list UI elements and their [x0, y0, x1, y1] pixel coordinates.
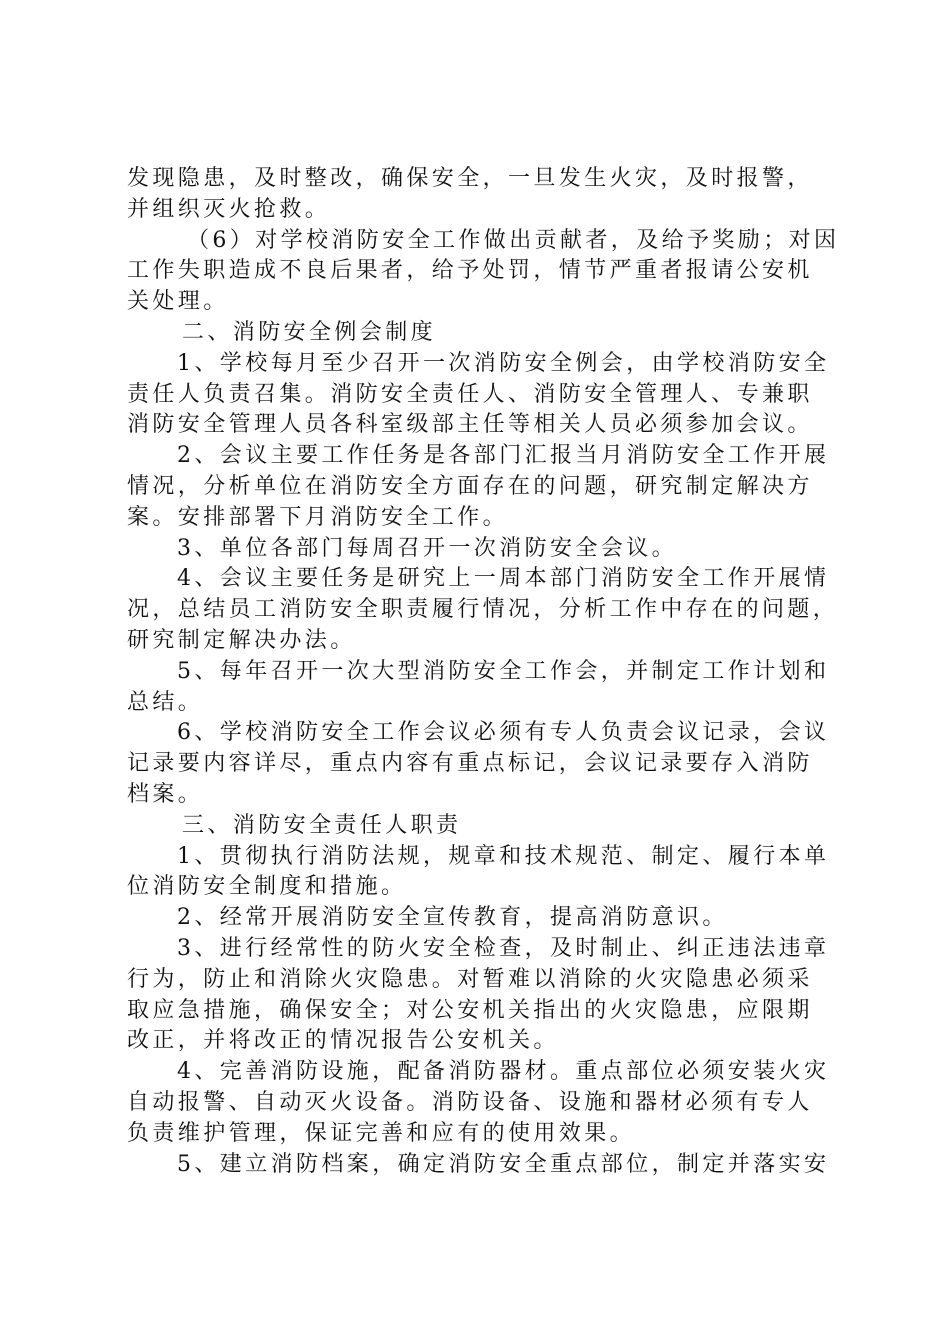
text-line: 消防安全管理人员各科室级部主任等相关人员必须参加会议。	[127, 412, 813, 438]
text-line: 关处理。	[127, 289, 229, 315]
text-line: 位消防安全制度和措施。	[127, 874, 407, 900]
text-line: 2、经常开展消防安全宣传教育，提高消防意识。	[177, 905, 728, 931]
text-line: 案。安排部署下月消防安全工作。	[127, 504, 509, 530]
text-line: 行为，防止和消除火灾隐患。对暂难以消除的火灾隐患必须采	[127, 966, 813, 992]
text-line: 6、学校消防安全工作会议必须有专人负责会议记录，会议	[177, 720, 830, 746]
text-line: 1、学校每月至少召开一次消防安全例会，由学校消防安全	[177, 350, 830, 376]
text-line: 4、会议主要任务是研究上一周本部门消防安全工作开展情	[177, 566, 830, 592]
text-line: 5、建立消防档案，确定消防安全重点部位，制定并落实安	[177, 1151, 830, 1177]
document-body	[127, 164, 840, 1180]
text-line: 工作失职造成不良后果者，给予处罚，情节严重者报请公安机	[127, 258, 813, 284]
text-line: 况，总结员工消防安全职责履行情况，分析工作中存在的问题，	[127, 597, 839, 623]
text-line: 2、会议主要工作任务是各部门汇报当月消防安全工作开展	[177, 443, 830, 469]
text-line: 3、单位各部门每周召开一次消防安全会议。	[177, 535, 677, 561]
text-line: 情况，分析单位在消防安全方面存在的问题，研究制定解决方	[127, 473, 813, 499]
text-line: 并组织灭火抢救。	[127, 196, 331, 222]
text-line: 3、进行经常性的防火安全检查，及时制止、纠正违法违章	[177, 935, 830, 961]
text-line: 档案。	[127, 781, 204, 807]
text-line: 4、完善消防设施，配备消防器材。重点部位必须安装火灾	[177, 1059, 830, 1085]
section-heading: 三、消防安全责任人职责	[182, 812, 462, 838]
text-line: 发现隐患，及时整改，确保安全，一旦发生火灾，及时报警，	[127, 166, 813, 191]
text-line: 5、每年召开一次大型消防安全工作会，并制定工作计划和	[177, 658, 830, 684]
text-line: 研究制定解决办法。	[127, 627, 356, 653]
text-line: 责任人负责召集。消防安全责任人、消防安全管理人、专兼职	[127, 381, 813, 407]
text-line: 改正，并将改正的情况报告公安机关。	[127, 1028, 559, 1054]
text-line: 负责维护管理，保证完善和应有的使用效果。	[127, 1120, 636, 1146]
text-line: 总结。	[127, 689, 204, 715]
text-line: 自动报警、自动灭火设备。消防设备、设施和器材必须有专人	[127, 1089, 813, 1115]
text-line: 记录要内容详尽，重点内容有重点标记，会议记录要存入消防	[127, 751, 813, 777]
text-line: （6）对学校消防安全工作做出贡献者，及给予奖励；对因	[187, 227, 840, 253]
text-line: 1、贯彻执行消防法规，规章和技术规范、制定、履行本单	[177, 843, 830, 869]
section-heading: 二、消防安全例会制度	[182, 319, 437, 345]
text-line: 取应急措施，确保安全；对公安机关指出的火灾隐患，应限期	[127, 997, 813, 1023]
